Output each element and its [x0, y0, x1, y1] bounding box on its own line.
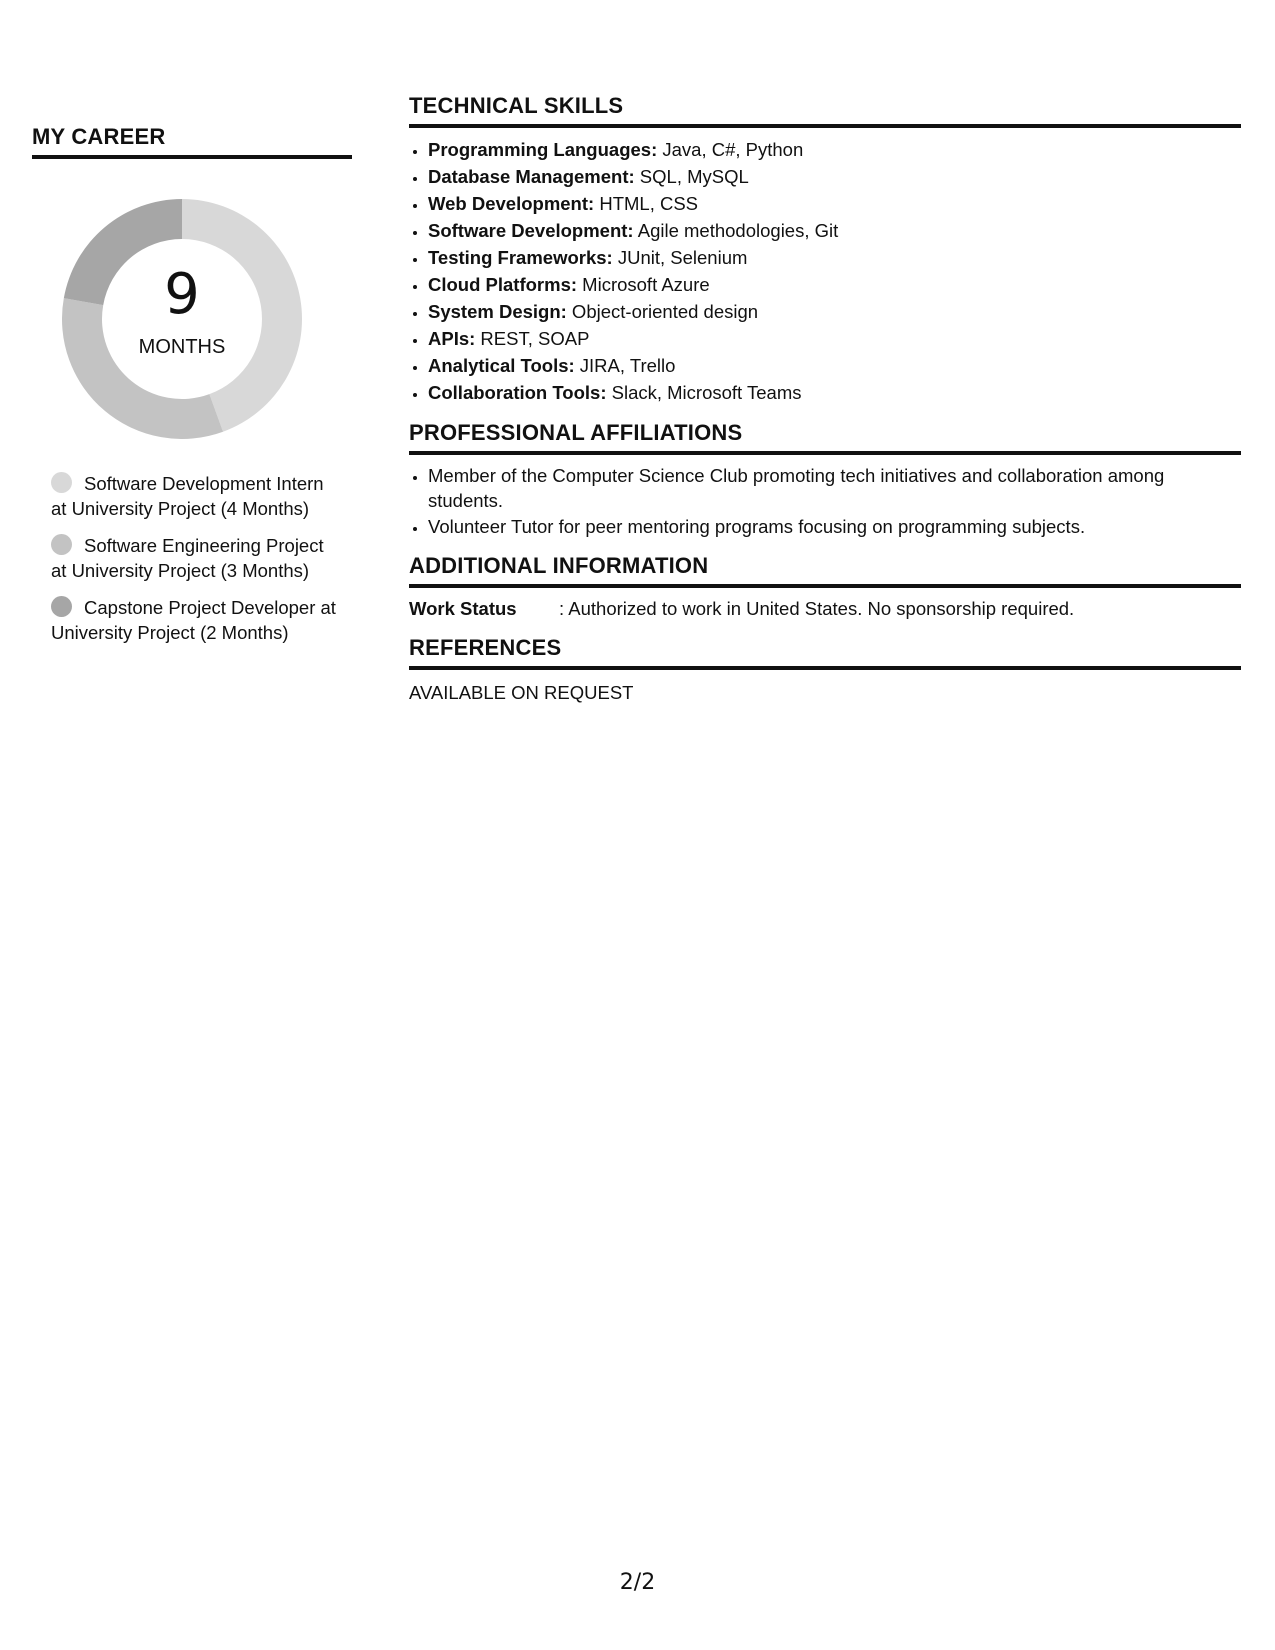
skill-value: SQL, MySQL — [634, 166, 749, 187]
career-column — [32, 124, 352, 657]
legend-item — [51, 533, 341, 583]
skill-value: HTML, CSS — [594, 193, 699, 214]
main-column — [409, 93, 1241, 705]
donut-unit: MONTHS — [138, 336, 226, 358]
skill-value: Microsoft Azure — [577, 274, 710, 295]
skills-list — [409, 136, 1241, 406]
legend-dot — [51, 596, 72, 617]
skill-item — [428, 136, 1241, 163]
skill-item — [428, 379, 1241, 406]
skill-value: REST, SOAP — [475, 328, 590, 349]
skill-label: APIs: — [428, 328, 476, 349]
work-status-label: Work Status — [409, 598, 517, 619]
career-donut-chart — [62, 199, 302, 439]
legend-item — [51, 595, 341, 645]
skill-value: Agile methodologies, Git — [633, 220, 839, 241]
skill-item — [428, 271, 1241, 298]
skill-item — [428, 163, 1241, 190]
skill-item — [428, 325, 1241, 352]
skill-label: Web Development: — [428, 193, 595, 214]
references-text: AVAILABLE ON REQUEST — [409, 682, 634, 703]
work-status-row — [409, 597, 1241, 621]
donut-total: 9 — [164, 262, 200, 327]
skill-label: Software Development: — [428, 220, 634, 241]
skill-label: Cloud Platforms: — [428, 274, 578, 295]
additional-title: ADDITIONAL INFORMATION — [409, 553, 1241, 588]
career-title: MY CAREER — [32, 124, 352, 159]
skill-label: Programming Languages: — [428, 139, 658, 160]
skill-value: Java, C#, Python — [657, 139, 804, 160]
legend-label: Software Development Intern at University Project (4 Months) — [51, 473, 324, 519]
legend-item — [51, 471, 341, 521]
skill-item — [428, 190, 1241, 217]
legend-dot — [51, 472, 72, 493]
references-title: REFERENCES — [409, 635, 1241, 670]
skill-label: Analytical Tools: — [428, 355, 575, 376]
skills-title: TECHNICAL SKILLS — [409, 93, 1241, 128]
affiliations-title: PROFESSIONAL AFFILIATIONS — [409, 420, 1241, 455]
work-status-value: : Authorized to work in United States. No sponsorship required. — [559, 598, 1075, 619]
skill-item — [428, 244, 1241, 271]
skill-value: Object-oriented design — [566, 301, 759, 322]
legend-label: Software Engineering Project at University Project (3 Months) — [51, 535, 324, 581]
skill-value: JUnit, Selenium — [612, 247, 748, 268]
page-number: 2/2 — [619, 1570, 656, 1595]
skill-label: System Design: — [428, 301, 567, 322]
affiliation-item: • Member of the Computer Science Club promoting tech initiatives and collaboration among students. — [428, 463, 1241, 513]
skill-label: Collaboration Tools: — [428, 382, 607, 403]
affiliations-list — [409, 463, 1241, 539]
legend-label: Capstone Project Developer at University Project (2 Months) — [51, 597, 336, 643]
skill-value: Slack, Microsoft Teams — [606, 382, 802, 403]
donut-center — [62, 199, 302, 439]
skill-item — [428, 352, 1241, 379]
legend-dot — [51, 534, 72, 555]
skill-value: JIRA, Trello — [574, 355, 676, 376]
skill-label: Database Management: — [428, 166, 635, 187]
skill-item — [428, 217, 1241, 244]
skill-item — [428, 298, 1241, 325]
skill-label: Testing Frameworks: — [428, 247, 613, 268]
career-legend — [51, 471, 341, 645]
affiliation-item: • Volunteer Tutor for peer mentoring programs focusing on programming subjects. — [428, 514, 1241, 539]
